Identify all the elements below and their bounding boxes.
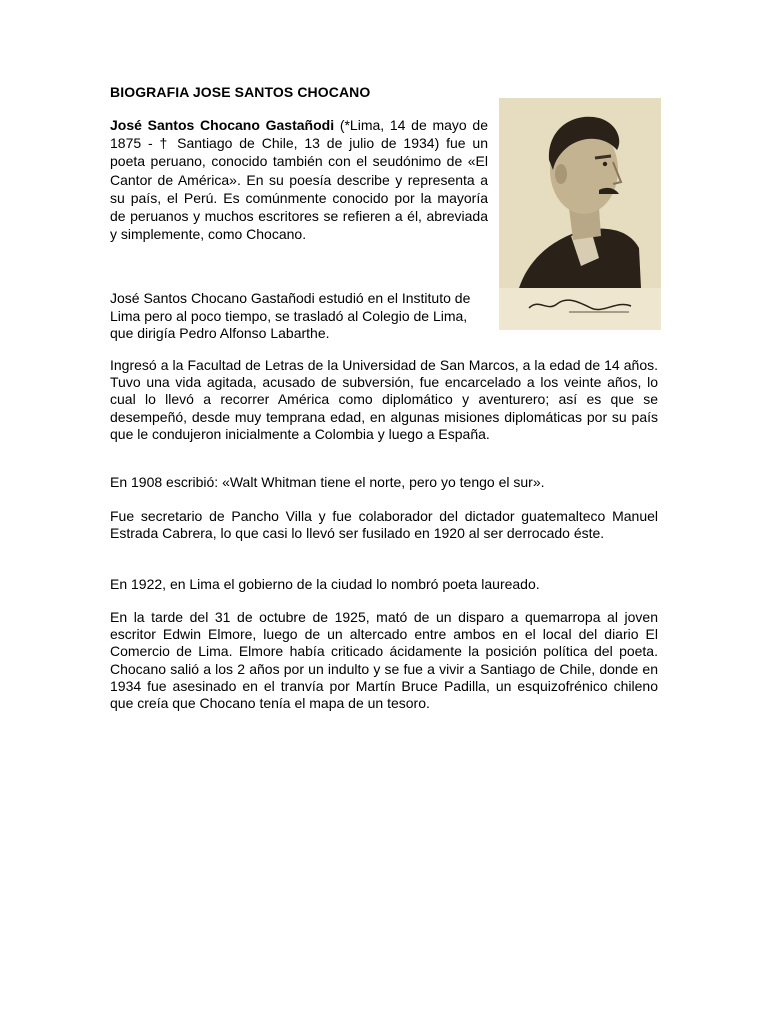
paragraph-education: José Santos Chocano Gastañodi estudió en el Instituto de Lima pero al poco tiempo, se trasladó al Colegio de Lima, que dirigía Pedro Alfonso Labarthe.: [110, 290, 471, 341]
paragraph-university: Ingresó a la Facultad de Letras de la Universidad de San Marcos, a la edad de 14 años. Tuvo una vida agitada, acusado de subversión, fue encarcelado a los veinte años, lo cual lo llevó a recorrer América como diplomático y aventurero; así es que se desempeñó, desde muy temprana edad, en algunas misiones diplomáticas por su país que le condujeron inicialmente a Colombia y luego a España.: [110, 357, 658, 442]
subject-name: José Santos Chocano Gastañodi: [110, 117, 335, 133]
intro-text: (*Lima, 14 de mayo de 1875 - † Santiago de Chile, 13 de julio de 1934) fue un poeta peruano, conocido también con el seudónimo de «El Cantor de América». En su poesía describe y representa a su país, el Perú. Es comúnmente conocido por la mayoría de peruanos y muchos escritores se refieren a él, abreviada y simplemente, como Chocano.: [110, 117, 488, 243]
paragraph-death: En la tarde del 31 de octubre de 1925, mató de un disparo a quemarropa al joven escritor Edwin Elmore, luego de un altercado entre ambos en el local del diario El Comercio de Lima. Elmore había criticado ácidamente la posición política del poeta. Chocano salió a los 2 años por un indulto y se fue a vivir a Santiago de Chile, donde en 1934 fue asesinado en el tranvía por Martín Bruce Padilla, un esquizofrénico chileno que creía que Chocano tenía el mapa de un tesoro.: [110, 609, 658, 712]
portrait-photo: [499, 98, 661, 330]
paragraph-intro: [110, 116, 488, 243]
paragraph-laureate: En 1922, en Lima el gobierno de la ciudad lo nombró poeta laureado.: [110, 576, 540, 592]
paragraph-secretary: Fue secretario de Pancho Villa y fue colaborador del dictador guatemalteco Manuel Estrada Cabrera, lo que casi lo llevó ser fusilado en 1920 al ser derrocado éste.: [110, 508, 658, 542]
paragraph-quote: En 1908 escribió: «Walt Whitman tiene el norte, pero yo tengo el sur».: [110, 474, 545, 490]
document-title: BIOGRAFIA JOSE SANTOS CHOCANO: [110, 84, 371, 100]
